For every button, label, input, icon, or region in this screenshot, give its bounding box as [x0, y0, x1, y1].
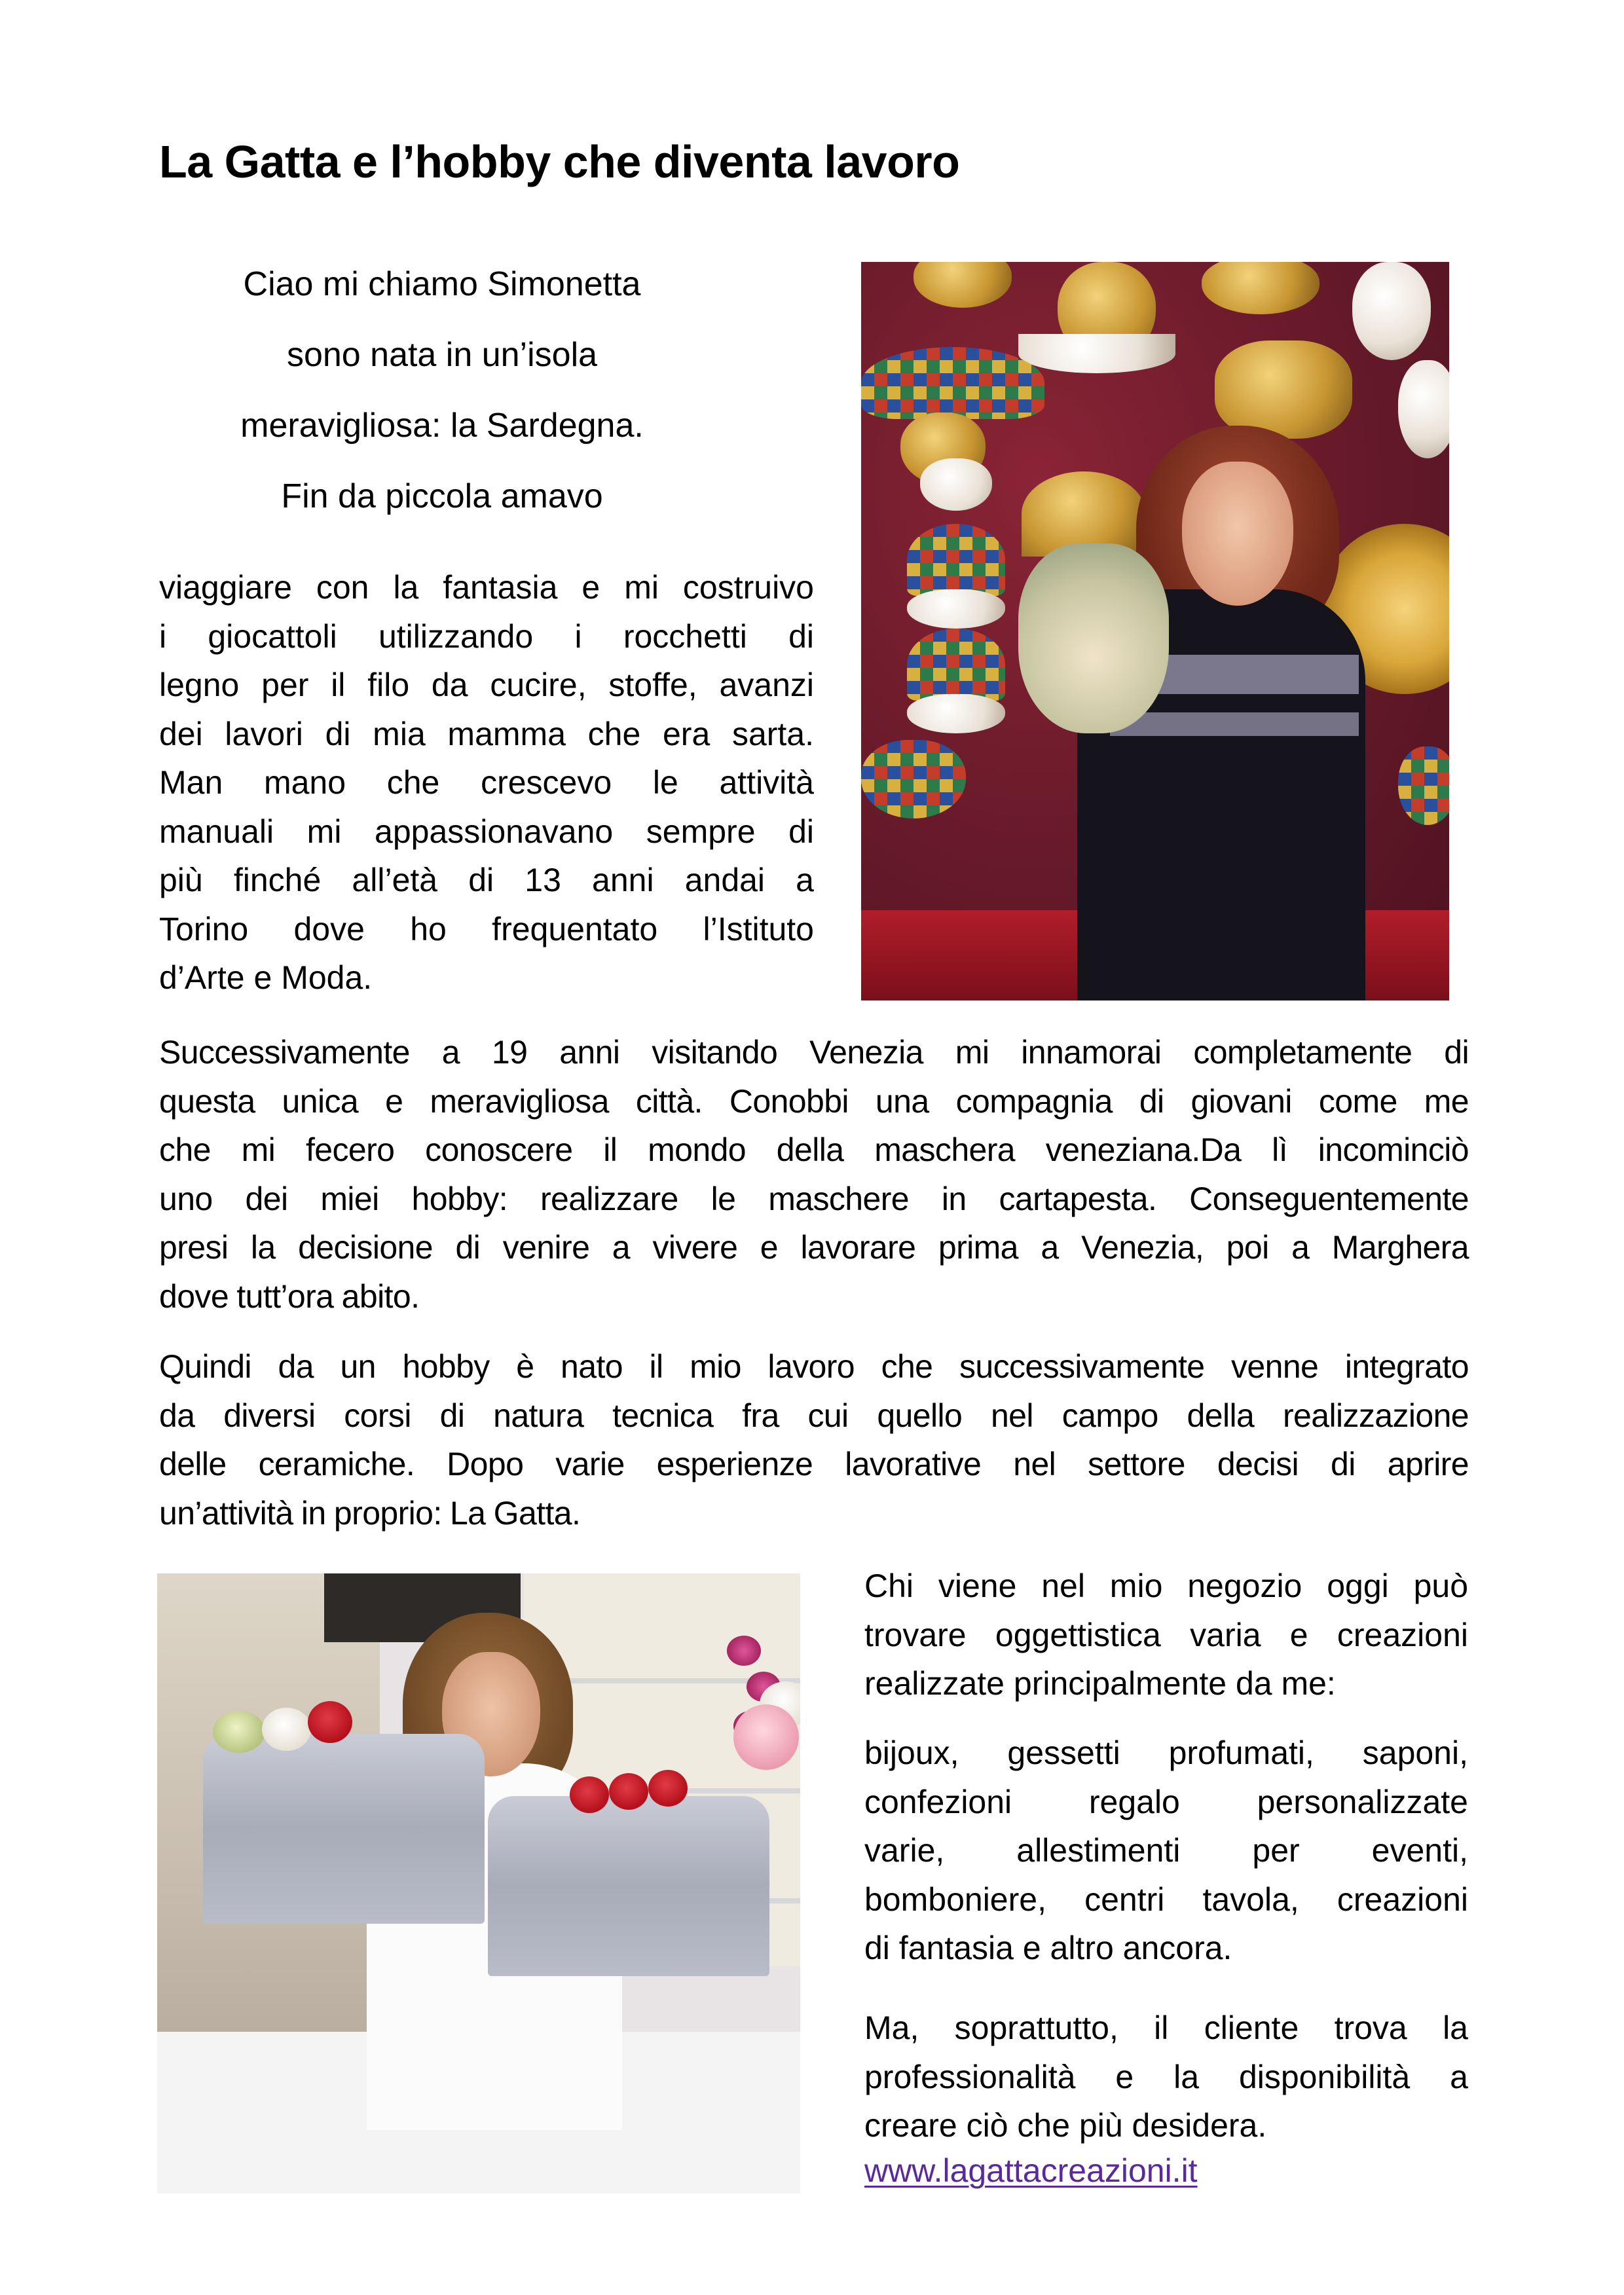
text-line: Torino dove ho frequentato l’Istituto: [159, 910, 814, 947]
harlequin-mask: [861, 740, 966, 818]
text-line: bomboniere, centri tavola, creazioni: [864, 1881, 1468, 1918]
white-mask: [1352, 262, 1431, 360]
ruff-collar: [1018, 334, 1175, 373]
photo-masks: [861, 262, 1449, 1001]
text-line: Successivamente a 19 anni visitando Venezia mi innamorai completamente di: [159, 1034, 1469, 1071]
text-line: viaggiare con la fantasia e mi costruivo: [159, 569, 814, 606]
intro-paragraph: [164, 249, 720, 532]
text-line: Quindi da un hobby è nato il mio lavoro che successivamente venne integrato: [159, 1348, 1469, 1385]
text-line: uno dei miei hobby: realizzare le maschere in cartapesta. Conseguentemente: [159, 1180, 1469, 1217]
text-line: che mi fecero conoscere il mondo della maschera veneziana.Da lì incominciò: [159, 1131, 1469, 1168]
page-title: La Gatta e l’hobby che diventa lavoro: [159, 136, 960, 187]
green-rose: [213, 1711, 265, 1753]
red-rose: [648, 1770, 688, 1807]
woman-face: [1182, 462, 1293, 606]
intro-line: Ciao mi chiamo Simonetta: [243, 265, 641, 303]
sweater-stripe: [1110, 712, 1359, 736]
red-rose: [570, 1776, 609, 1813]
text-line: Man mano che crescevo le attività: [159, 764, 814, 801]
red-rose: [609, 1773, 648, 1810]
gold-leaf-mask: [1215, 340, 1352, 439]
paragraph-cliente: [864, 2004, 1468, 2150]
paragraph-lavoro: [159, 1342, 1469, 1537]
text-line: dei lavori di mia mamma che era sarta.: [159, 715, 814, 752]
text-line: presi la decisione di venire a vivere e lavorare prima a Venezia, poi a Marghera: [159, 1229, 1469, 1266]
text-line: realizzate principalmente da me:: [864, 1665, 1336, 1702]
red-rose: [308, 1701, 352, 1743]
intro-line: meravigliosa: la Sardegna.: [240, 407, 644, 445]
silver-gift-box: [203, 1734, 485, 1924]
text-line: varie, allestimenti per eventi,: [864, 1832, 1468, 1869]
text-line: dove tutt’ora abito.: [159, 1277, 420, 1315]
text-line: Ma, soprattutto, il cliente trova la: [864, 2010, 1468, 2046]
text-line: bijoux, gessetti profumati, saponi,: [864, 1735, 1468, 1771]
paragraph-negozio: [864, 1562, 1468, 1708]
orchid-flower: [727, 1636, 761, 1666]
text-line: d’Arte e Moda.: [159, 959, 373, 996]
text-line: i giocattoli utilizzando i rocchetti di: [159, 617, 814, 655]
paragraph-venezia: [159, 1028, 1469, 1321]
text-line: più finché all’età di 13 anni andai a: [159, 862, 814, 898]
text-line: da diversi corsi di natura tecnica fra cui quello nel campo della realizzazione: [159, 1397, 1469, 1434]
harlequin-mask: [907, 524, 1005, 596]
silver-gift-box: [488, 1796, 769, 1976]
white-mask: [907, 694, 1005, 733]
text-line: delle ceramiche. Dopo varie esperienze lavorative nel settore decisi di aprire: [159, 1446, 1469, 1482]
text-line: confezioni regalo personalizzate: [864, 1783, 1468, 1820]
text-line: professionalità e la disponibilità a: [864, 2058, 1468, 2095]
text-line: trovare oggettistica varia e creazioni: [864, 1616, 1468, 1653]
text-line: legno per il filo da cucire, stoffe, avanzi: [159, 667, 814, 703]
text-line: un’attività in proprio: La Gatta.: [159, 1494, 581, 1532]
paragraph-childhood: [159, 563, 814, 1002]
photo-shop: [157, 1573, 800, 2194]
held-venetian-mask: [1018, 543, 1169, 733]
paragraph-prodotti: [864, 1729, 1468, 1973]
text-line: di fantasia e altro ancora.: [864, 1930, 1232, 1966]
text-line: Chi viene nel mio negozio oggi può: [864, 1568, 1468, 1604]
intro-line: Fin da piccola amavo: [281, 477, 603, 515]
text-line: manuali mi appassionavano sempre di: [159, 813, 814, 850]
white-mask: [920, 458, 992, 511]
white-rose: [262, 1708, 311, 1751]
harlequin-mask: [907, 629, 1005, 701]
text-line: creare ciò che più desidera.: [864, 2107, 1267, 2144]
website-link[interactable]: www.lagattacreazioni.it: [864, 2152, 1198, 2189]
white-mask: [907, 589, 1005, 629]
harlequin-hat: [861, 347, 1044, 419]
pink-rose: [733, 1704, 799, 1770]
text-line: questa unica e meravigliosa città. Conobbi una compagnia di giovani come me: [159, 1082, 1469, 1120]
intro-line: sono nata in un’isola: [286, 336, 598, 374]
